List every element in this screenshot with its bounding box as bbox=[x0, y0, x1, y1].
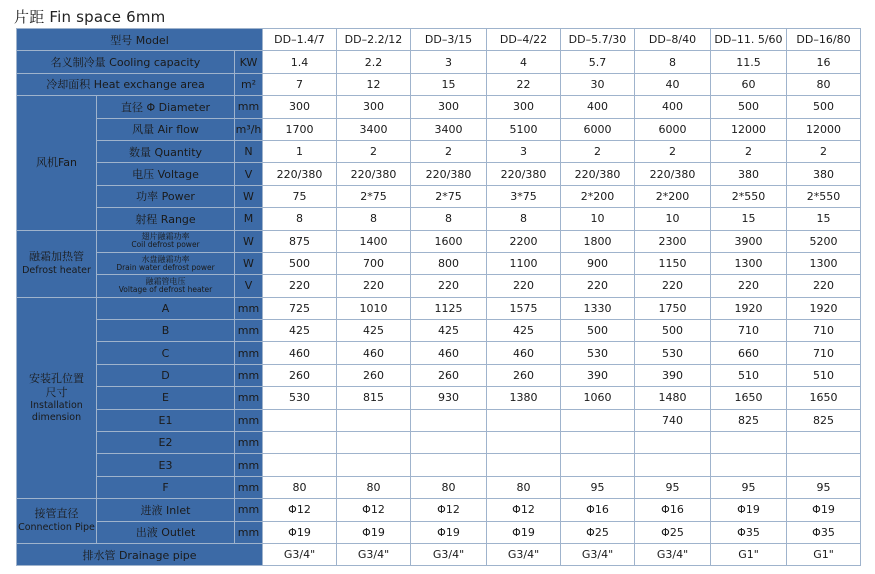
defrost-group-en: Defrost heater bbox=[22, 264, 91, 276]
quantity-value: 3 bbox=[487, 140, 561, 162]
drain-power-label-en: Drain water defrost power bbox=[116, 262, 215, 272]
defrost-voltage-value: 220 bbox=[263, 275, 337, 297]
dim-value: 260 bbox=[487, 364, 561, 386]
area-value: 60 bbox=[711, 73, 787, 95]
dim-value: 460 bbox=[487, 342, 561, 364]
capacity-unit: KW bbox=[235, 51, 263, 73]
defrost-voltage-unit: V bbox=[235, 275, 263, 297]
range-value: 15 bbox=[787, 208, 861, 230]
dim-value bbox=[337, 454, 411, 476]
diameter-value: 400 bbox=[635, 96, 711, 118]
area-value: 40 bbox=[635, 73, 711, 95]
inlet-value: Φ19 bbox=[711, 499, 787, 521]
dim-value: 80 bbox=[411, 476, 487, 498]
range-unit: M bbox=[235, 208, 263, 230]
dim-value bbox=[561, 432, 635, 454]
model-name: DD–1.4/7 bbox=[263, 29, 337, 51]
dim-value: 425 bbox=[263, 320, 337, 342]
coil-power-value: 1600 bbox=[411, 230, 487, 252]
dim-value: 710 bbox=[711, 320, 787, 342]
drain-power-label bbox=[97, 252, 235, 274]
coil-power-unit: W bbox=[235, 230, 263, 252]
spec-table-body bbox=[17, 29, 861, 566]
drain-power-value: 500 bbox=[263, 252, 337, 274]
dim-label: C bbox=[97, 342, 235, 364]
defrost-voltage-label-en: Voltage of defrost heater bbox=[118, 285, 213, 295]
power-unit: W bbox=[235, 185, 263, 207]
diameter-unit: mm bbox=[235, 96, 263, 118]
diameter-value: 300 bbox=[411, 96, 487, 118]
dim-value bbox=[263, 409, 337, 431]
voltage-value: 220/380 bbox=[337, 163, 411, 185]
defrost-voltage-label bbox=[97, 275, 235, 297]
dim-value: 95 bbox=[711, 476, 787, 498]
dim-value: 510 bbox=[787, 364, 861, 386]
dim-label: E bbox=[97, 387, 235, 409]
coil-power-value: 1800 bbox=[561, 230, 635, 252]
dim-value bbox=[263, 454, 337, 476]
drainage-value: G3/4" bbox=[337, 543, 411, 565]
dim-value: 1060 bbox=[561, 387, 635, 409]
range-value: 8 bbox=[411, 208, 487, 230]
drainage-value: G3/4" bbox=[635, 543, 711, 565]
defrost-voltage-value: 220 bbox=[711, 275, 787, 297]
defrost-voltage-value: 220 bbox=[487, 275, 561, 297]
dim-value: 710 bbox=[787, 342, 861, 364]
defrost-group-cn: 融霜加热管 bbox=[29, 249, 84, 263]
dim-value: 95 bbox=[561, 476, 635, 498]
dim-value bbox=[337, 409, 411, 431]
dim-value: 1920 bbox=[787, 297, 861, 319]
range-value: 8 bbox=[337, 208, 411, 230]
coil-power-value: 2300 bbox=[635, 230, 711, 252]
range-row bbox=[17, 208, 861, 230]
capacity-value: 8 bbox=[635, 51, 711, 73]
voltage-value: 220/380 bbox=[487, 163, 561, 185]
dim-label: D bbox=[97, 364, 235, 386]
dim-value bbox=[635, 432, 711, 454]
airflow-value: 1700 bbox=[263, 118, 337, 140]
dim-row bbox=[17, 432, 861, 454]
install-group-label bbox=[17, 297, 97, 499]
dim-value: 1010 bbox=[337, 297, 411, 319]
dim-value: 460 bbox=[411, 342, 487, 364]
dim-value: 460 bbox=[337, 342, 411, 364]
defrost-voltage-value: 220 bbox=[337, 275, 411, 297]
coil-power-label-en: Coil defrost power bbox=[131, 240, 200, 250]
diameter-row bbox=[17, 96, 861, 118]
quantity-label: 数量 Quantity bbox=[97, 140, 235, 162]
dim-row bbox=[17, 342, 861, 364]
dim-value bbox=[411, 409, 487, 431]
dim-value: 815 bbox=[337, 387, 411, 409]
dim-value: 390 bbox=[561, 364, 635, 386]
page-title: 片距 Fin space 6mm bbox=[14, 8, 166, 26]
defrost-voltage-value: 220 bbox=[635, 275, 711, 297]
area-value: 80 bbox=[787, 73, 861, 95]
drain-power-value: 900 bbox=[561, 252, 635, 274]
install-group-cn1: 安装孔位置 bbox=[29, 371, 84, 385]
dim-row bbox=[17, 364, 861, 386]
diameter-value: 500 bbox=[711, 96, 787, 118]
outlet-value: Φ35 bbox=[787, 521, 861, 543]
outlet-value: Φ35 bbox=[711, 521, 787, 543]
defrost-voltage-value: 220 bbox=[561, 275, 635, 297]
dim-unit: mm bbox=[235, 387, 263, 409]
voltage-value: 220/380 bbox=[411, 163, 487, 185]
inlet-value: Φ12 bbox=[487, 499, 561, 521]
dim-row bbox=[17, 320, 861, 342]
outlet-value: Φ25 bbox=[561, 521, 635, 543]
capacity-value: 16 bbox=[787, 51, 861, 73]
dim-value: 1750 bbox=[635, 297, 711, 319]
dim-value bbox=[561, 454, 635, 476]
outlet-label: 出液 Outlet bbox=[97, 521, 235, 543]
voltage-value: 220/380 bbox=[635, 163, 711, 185]
drainage-value: G3/4" bbox=[263, 543, 337, 565]
dim-unit: mm bbox=[235, 454, 263, 476]
model-name: DD–5.7/30 bbox=[561, 29, 635, 51]
dim-unit: mm bbox=[235, 409, 263, 431]
dim-value: 95 bbox=[635, 476, 711, 498]
voltage-value: 220/380 bbox=[561, 163, 635, 185]
dim-value: 260 bbox=[337, 364, 411, 386]
area-value: 22 bbox=[487, 73, 561, 95]
inlet-row bbox=[17, 499, 861, 521]
dim-value: 460 bbox=[263, 342, 337, 364]
model-name: DD–8/40 bbox=[635, 29, 711, 51]
dim-value: 425 bbox=[337, 320, 411, 342]
outlet-value: Φ19 bbox=[487, 521, 561, 543]
fan-group-label: 风机Fan bbox=[17, 96, 97, 230]
pipe-group-en: Connection Pipe bbox=[18, 522, 95, 534]
outlet-value: Φ19 bbox=[411, 521, 487, 543]
coil-power-value: 3900 bbox=[711, 230, 787, 252]
dim-value: 80 bbox=[263, 476, 337, 498]
dim-value: 500 bbox=[561, 320, 635, 342]
dim-value: 1650 bbox=[787, 387, 861, 409]
defrost-voltage-label-cn: 融霜管电压 bbox=[145, 277, 186, 287]
dim-value: 510 bbox=[711, 364, 787, 386]
coil-power-value: 1400 bbox=[337, 230, 411, 252]
capacity-row bbox=[17, 51, 861, 73]
dim-value: 1650 bbox=[711, 387, 787, 409]
drain-power-unit: W bbox=[235, 252, 263, 274]
inlet-value: Φ16 bbox=[561, 499, 635, 521]
capacity-value: 5.7 bbox=[561, 51, 635, 73]
voltage-value: 220/380 bbox=[263, 163, 337, 185]
area-value: 7 bbox=[263, 73, 337, 95]
model-name: DD–16/80 bbox=[787, 29, 861, 51]
range-value: 10 bbox=[561, 208, 635, 230]
power-value: 2*550 bbox=[711, 185, 787, 207]
dim-value bbox=[787, 432, 861, 454]
dim-row bbox=[17, 476, 861, 498]
outlet-value: Φ19 bbox=[263, 521, 337, 543]
capacity-value: 4 bbox=[487, 51, 561, 73]
install-group-en2: dimension bbox=[31, 411, 82, 423]
dim-value: 740 bbox=[635, 409, 711, 431]
dim-label: F bbox=[97, 476, 235, 498]
dim-value bbox=[487, 409, 561, 431]
coil-power-row bbox=[17, 230, 861, 252]
quantity-value: 2 bbox=[337, 140, 411, 162]
airflow-value: 3400 bbox=[337, 118, 411, 140]
airflow-value: 3400 bbox=[411, 118, 487, 140]
coil-power-label bbox=[97, 230, 235, 252]
defrost-group-label bbox=[17, 230, 97, 297]
airflow-label: 风量 Air flow bbox=[97, 118, 235, 140]
inlet-value: Φ16 bbox=[635, 499, 711, 521]
dim-label: E2 bbox=[97, 432, 235, 454]
diameter-value: 300 bbox=[337, 96, 411, 118]
dim-value: 1380 bbox=[487, 387, 561, 409]
dim-row bbox=[17, 387, 861, 409]
inlet-value: Φ19 bbox=[787, 499, 861, 521]
range-value: 8 bbox=[487, 208, 561, 230]
drainage-value: G3/4" bbox=[487, 543, 561, 565]
dim-row bbox=[17, 454, 861, 476]
drainage-label: 排水管 Drainage pipe bbox=[17, 543, 263, 565]
dim-value bbox=[561, 409, 635, 431]
range-value: 10 bbox=[635, 208, 711, 230]
dim-value: 530 bbox=[635, 342, 711, 364]
area-unit: m² bbox=[235, 73, 263, 95]
outlet-unit: mm bbox=[235, 521, 263, 543]
range-value: 15 bbox=[711, 208, 787, 230]
drain-power-value: 1300 bbox=[787, 252, 861, 274]
airflow-value: 12000 bbox=[711, 118, 787, 140]
dim-value bbox=[411, 432, 487, 454]
model-name: DD–11. 5/60 bbox=[711, 29, 787, 51]
dim-value: 425 bbox=[487, 320, 561, 342]
coil-power-value: 875 bbox=[263, 230, 337, 252]
power-value: 75 bbox=[263, 185, 337, 207]
drain-power-value: 800 bbox=[411, 252, 487, 274]
quantity-value: 1 bbox=[263, 140, 337, 162]
dim-unit: mm bbox=[235, 364, 263, 386]
inlet-label: 进液 Inlet bbox=[97, 499, 235, 521]
dim-value bbox=[487, 454, 561, 476]
dim-value bbox=[635, 454, 711, 476]
power-value: 2*75 bbox=[411, 185, 487, 207]
quantity-value: 2 bbox=[787, 140, 861, 162]
power-value: 3*75 bbox=[487, 185, 561, 207]
dim-value: 80 bbox=[337, 476, 411, 498]
diameter-value: 500 bbox=[787, 96, 861, 118]
diameter-value: 300 bbox=[487, 96, 561, 118]
defrost-voltage-row bbox=[17, 275, 861, 297]
dim-value: 95 bbox=[787, 476, 861, 498]
airflow-value: 5100 bbox=[487, 118, 561, 140]
power-value: 2*200 bbox=[561, 185, 635, 207]
area-value: 15 bbox=[411, 73, 487, 95]
capacity-value: 2.2 bbox=[337, 51, 411, 73]
dim-label: A bbox=[97, 297, 235, 319]
dim-value bbox=[487, 432, 561, 454]
power-label: 功率 Power bbox=[97, 185, 235, 207]
dim-label: B bbox=[97, 320, 235, 342]
model-header: 型号 Model bbox=[17, 29, 263, 51]
diameter-value: 300 bbox=[263, 96, 337, 118]
voltage-value: 380 bbox=[711, 163, 787, 185]
coil-power-value: 5200 bbox=[787, 230, 861, 252]
coil-power-label-cn: 翅片融霜功率 bbox=[141, 232, 190, 242]
dim-value bbox=[711, 454, 787, 476]
dim-value bbox=[411, 454, 487, 476]
drainage-row bbox=[17, 543, 861, 565]
dim-unit: mm bbox=[235, 342, 263, 364]
power-value: 2*75 bbox=[337, 185, 411, 207]
capacity-value: 11.5 bbox=[711, 51, 787, 73]
dim-value: 930 bbox=[411, 387, 487, 409]
diameter-label: 直径 Φ Diameter bbox=[97, 96, 235, 118]
dim-value: 1125 bbox=[411, 297, 487, 319]
voltage-unit: V bbox=[235, 163, 263, 185]
area-row bbox=[17, 73, 861, 95]
range-value: 8 bbox=[263, 208, 337, 230]
airflow-value: 12000 bbox=[787, 118, 861, 140]
model-name: DD–4/22 bbox=[487, 29, 561, 51]
drainage-value: G3/4" bbox=[561, 543, 635, 565]
dim-value: 660 bbox=[711, 342, 787, 364]
dim-unit: mm bbox=[235, 320, 263, 342]
install-group-en1: Installation bbox=[30, 399, 83, 411]
dim-value: 825 bbox=[787, 409, 861, 431]
quantity-row bbox=[17, 140, 861, 162]
airflow-row bbox=[17, 118, 861, 140]
dim-label: E3 bbox=[97, 454, 235, 476]
airflow-value: 6000 bbox=[561, 118, 635, 140]
dim-value: 825 bbox=[711, 409, 787, 431]
inlet-unit: mm bbox=[235, 499, 263, 521]
dim-row bbox=[17, 409, 861, 431]
drain-power-label-cn: 水盘融霜功率 bbox=[141, 254, 190, 264]
dim-value: 725 bbox=[263, 297, 337, 319]
dim-value bbox=[263, 432, 337, 454]
drain-power-row bbox=[17, 252, 861, 274]
dim-value: 710 bbox=[787, 320, 861, 342]
dim-unit: mm bbox=[235, 476, 263, 498]
outlet-value: Φ19 bbox=[337, 521, 411, 543]
inlet-value: Φ12 bbox=[411, 499, 487, 521]
dim-value bbox=[711, 432, 787, 454]
dim-value bbox=[337, 432, 411, 454]
dim-value bbox=[787, 454, 861, 476]
dim-value: 260 bbox=[411, 364, 487, 386]
model-name: DD–2.2/12 bbox=[337, 29, 411, 51]
airflow-value: 6000 bbox=[635, 118, 711, 140]
pipe-group-cn: 接管直径 bbox=[34, 507, 79, 521]
voltage-row bbox=[17, 163, 861, 185]
drainage-value: G3/4" bbox=[411, 543, 487, 565]
voltage-label: 电压 Voltage bbox=[97, 163, 235, 185]
capacity-label: 名义制冷量 Cooling capacity bbox=[17, 51, 235, 73]
dim-value: 1575 bbox=[487, 297, 561, 319]
defrost-voltage-value: 220 bbox=[787, 275, 861, 297]
power-row bbox=[17, 185, 861, 207]
dim-value: 500 bbox=[635, 320, 711, 342]
dim-value: 1330 bbox=[561, 297, 635, 319]
dim-value: 80 bbox=[487, 476, 561, 498]
airflow-unit: m³/h bbox=[235, 118, 263, 140]
outlet-value: Φ25 bbox=[635, 521, 711, 543]
dim-value: 390 bbox=[635, 364, 711, 386]
range-label: 射程 Range bbox=[97, 208, 235, 230]
capacity-value: 1.4 bbox=[263, 51, 337, 73]
drain-power-value: 1100 bbox=[487, 252, 561, 274]
drain-power-value: 1150 bbox=[635, 252, 711, 274]
quantity-value: 2 bbox=[635, 140, 711, 162]
power-value: 2*200 bbox=[635, 185, 711, 207]
diameter-value: 400 bbox=[561, 96, 635, 118]
drain-power-value: 700 bbox=[337, 252, 411, 274]
drain-power-value: 1300 bbox=[711, 252, 787, 274]
inlet-value: Φ12 bbox=[337, 499, 411, 521]
inlet-value: Φ12 bbox=[263, 499, 337, 521]
dim-value: 530 bbox=[561, 342, 635, 364]
area-value: 30 bbox=[561, 73, 635, 95]
coil-power-value: 2200 bbox=[487, 230, 561, 252]
capacity-value: 3 bbox=[411, 51, 487, 73]
area-label: 冷却面积 Heat exchange area bbox=[17, 73, 235, 95]
quantity-value: 2 bbox=[711, 140, 787, 162]
defrost-voltage-value: 220 bbox=[411, 275, 487, 297]
spec-table bbox=[16, 28, 861, 566]
dim-row bbox=[17, 297, 861, 319]
dim-value: 1480 bbox=[635, 387, 711, 409]
install-group-cn2: 尺寸 bbox=[45, 385, 68, 399]
dim-value: 530 bbox=[263, 387, 337, 409]
model-name: DD–3/15 bbox=[411, 29, 487, 51]
header-row bbox=[17, 29, 861, 51]
dim-value: 425 bbox=[411, 320, 487, 342]
quantity-value: 2 bbox=[411, 140, 487, 162]
drainage-value: G1" bbox=[787, 543, 861, 565]
dim-unit: mm bbox=[235, 297, 263, 319]
outlet-row bbox=[17, 521, 861, 543]
power-value: 2*550 bbox=[787, 185, 861, 207]
dim-value: 260 bbox=[263, 364, 337, 386]
dim-label: E1 bbox=[97, 409, 235, 431]
drainage-value: G1" bbox=[711, 543, 787, 565]
quantity-value: 2 bbox=[561, 140, 635, 162]
area-value: 12 bbox=[337, 73, 411, 95]
dim-value: 1920 bbox=[711, 297, 787, 319]
voltage-value: 380 bbox=[787, 163, 861, 185]
pipe-group-label bbox=[17, 499, 97, 544]
dim-unit: mm bbox=[235, 432, 263, 454]
quantity-unit: N bbox=[235, 140, 263, 162]
